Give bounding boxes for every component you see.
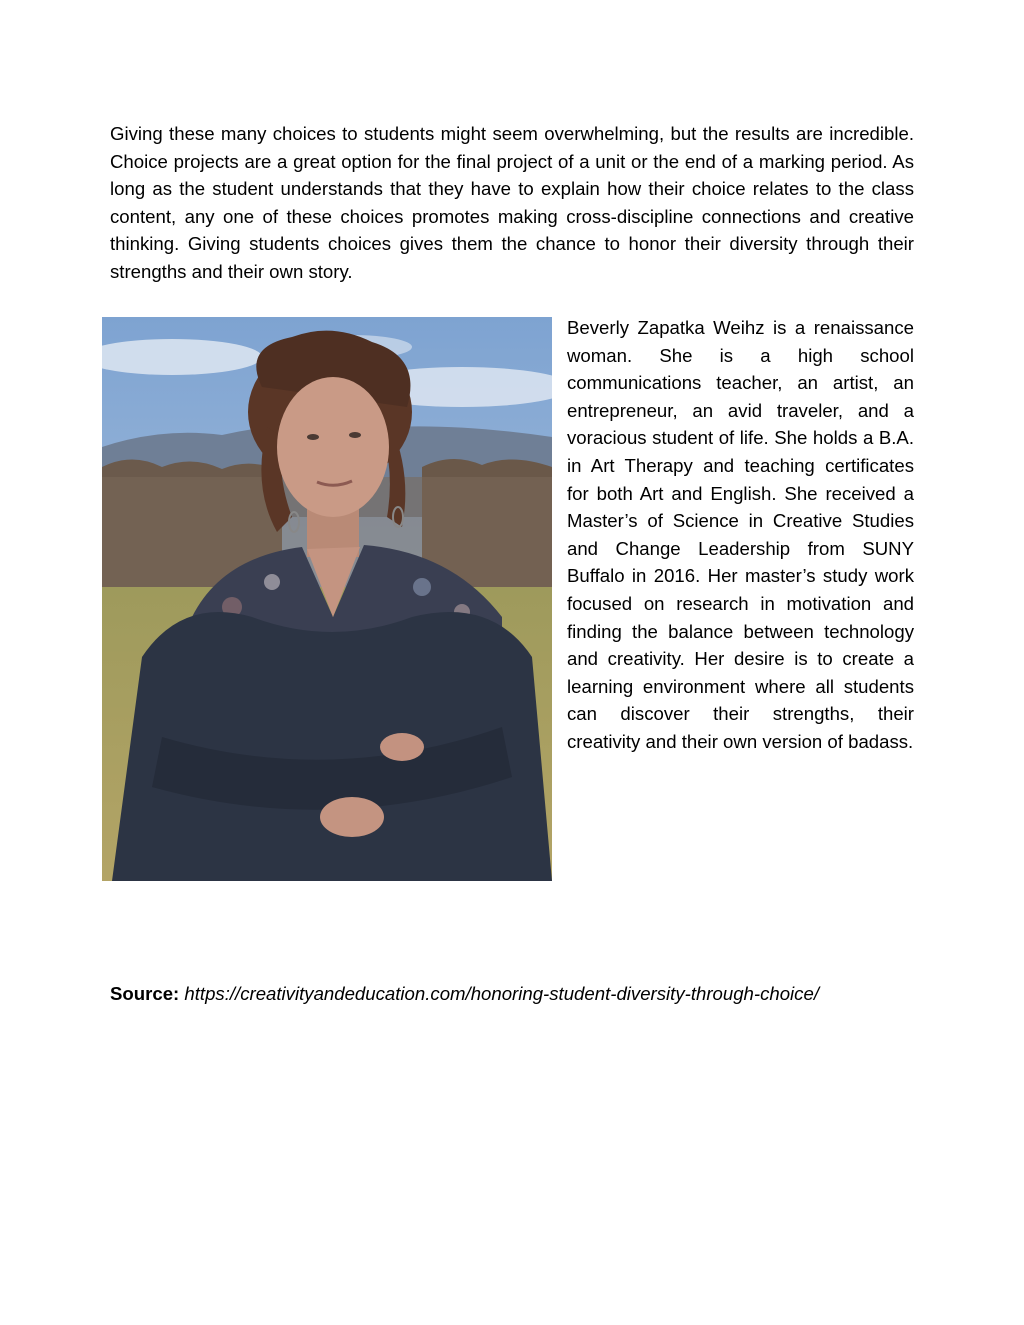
- photo-face: [277, 377, 389, 517]
- intro-paragraph: Giving these many choices to students might seem overwhelming, but the results are incredible. Choice projects are a great option for the final project of a unit or the end of a marking period. As long as the student understands that they have to explain how their choice relates to the class content, any one of these choices promotes making cross-discipline connections and creative thinking. Giving students choices gives them the chance to honor their diversity through their strengths and their own story.: [110, 123, 914, 282]
- source-label: Source:: [110, 983, 180, 1004]
- author-bio: Beverly Zapatka Weihz is a renaissance woman. She is a high school communications teacher, an artist, an entrepreneur, an avid traveler, and a voracious student of life. She holds a B.A. in Art Therapy and teaching certificates for both Art and English. She received a Master’s of Science in Creative Studies and Change Leadership from SUNY Buffalo in 2016. Her master’s study work focused on research in motivation and finding the balance between technology and creativity. Her desire is to create a learning environment where all students can discover their strengths, their creativity and their own version of badass.: [567, 317, 914, 752]
- author-photo: [102, 317, 552, 881]
- source-url[interactable]: https://creativityandeducation.com/honoring-student-diversity-through-choice/: [184, 983, 819, 1004]
- author-photo-illustration: [102, 317, 552, 881]
- source-line: [110, 980, 950, 1007]
- photo-hands: [320, 797, 384, 837]
